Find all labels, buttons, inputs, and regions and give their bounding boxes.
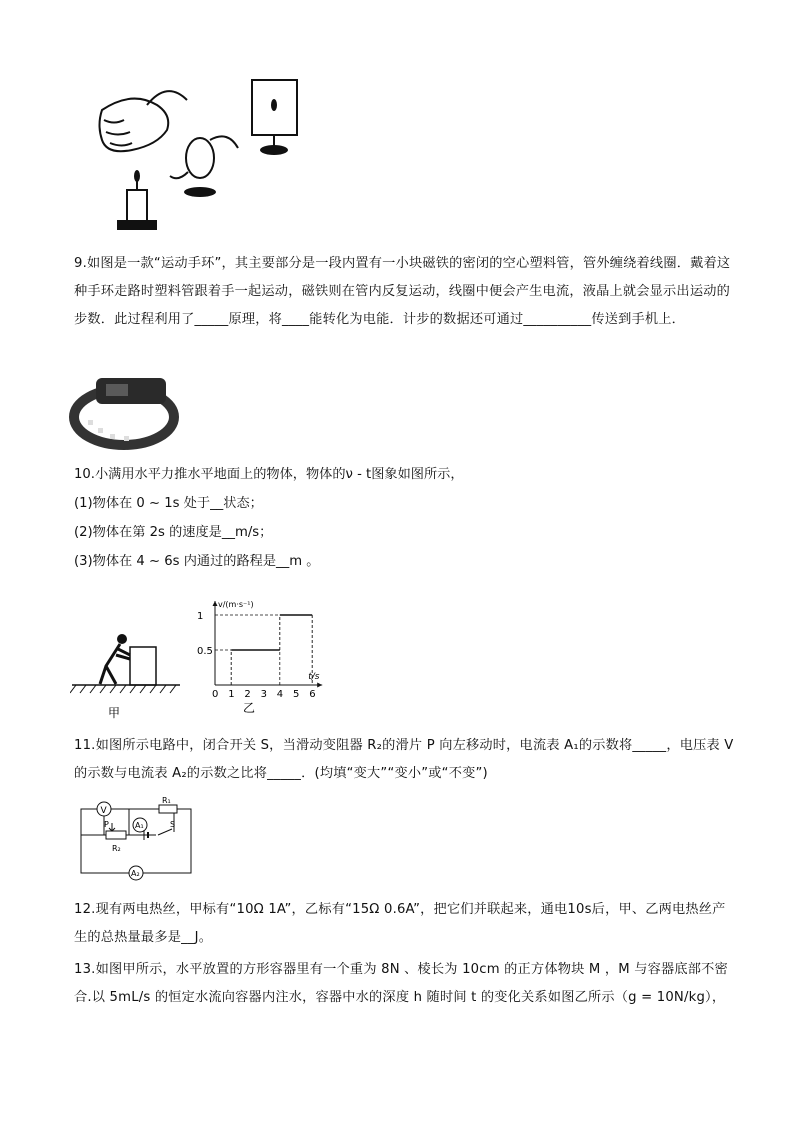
r1-label: R₁ bbox=[162, 796, 171, 805]
v-t-chart bbox=[195, 590, 335, 715]
x-tick-3: 3 bbox=[260, 689, 267, 700]
question-10-part-1: (1)物体在 0 ~ 1s 处于__状态； bbox=[74, 496, 263, 511]
r2-label: R₂ bbox=[112, 844, 121, 853]
y-tick-0.5: 0.5 bbox=[197, 646, 213, 657]
y-axis-label: v/(m·s⁻¹) bbox=[218, 600, 254, 609]
x-tick-2: 2 bbox=[244, 689, 251, 700]
y-tick-1: 1 bbox=[197, 611, 204, 622]
voltmeter-label: V bbox=[100, 806, 107, 816]
switch-label: S bbox=[170, 820, 176, 829]
figure-label-jia: 甲 bbox=[108, 706, 121, 720]
question-10-part-2: (2)物体在第 2s 的速度是__m/s； bbox=[74, 525, 273, 540]
question-13: 13.如图甲所示，水平放置的方形容器里有一个重为 8N 、棱长为 10cm 的正方体物块 M ，M 与容器底部不密合.以 5mL/s 的恒定水流向容器内注水，容器中水的深度 h 随时间 t 的变化关系如图乙所示（g = 10N/kg）， bbox=[74, 962, 728, 1005]
x-tick-0: 0 bbox=[212, 689, 219, 700]
question-9: 9.如图是一款“运动手环”，其主要部分是一段内置有一小块磁铁的密闭的空心塑料管，管外缠绕着线圈．戴着这种手环走路时塑料管跟着手一起运动，磁铁则在管内反复运动，线圈中便会产生电流，液晶上就会显示出运动的步数．此过程利用了_____原理，将____能转化为电能．计步的数据还可通过__________传送到手机上． bbox=[74, 256, 731, 327]
x-tick-6: 6 bbox=[309, 689, 316, 700]
question-10-stem: 10.小满用水平力推水平地面上的物体，物体的ν - t图象如图所示， bbox=[74, 467, 464, 482]
a2-label: A₂ bbox=[131, 869, 140, 878]
question-10-part-3: (3)物体在 4 ~ 6s 内通过的路程是__m 。 bbox=[74, 554, 320, 569]
x-axis-arrow bbox=[317, 683, 322, 688]
a1-label: A₁ bbox=[135, 821, 144, 830]
question-12: 12.现有两电热丝，甲标有“10Ω 1A”，乙标有“15Ω 0.6A”，把它们并联起来，通电10s后，甲、乙两电热丝产生的总热量最多是__J。 bbox=[74, 902, 726, 945]
x-tick-5: 5 bbox=[293, 689, 300, 700]
circuit-diagram bbox=[74, 795, 199, 885]
p-label: P bbox=[104, 820, 109, 829]
x-axis-label: t/s bbox=[308, 672, 320, 682]
fitness-band-image bbox=[68, 372, 180, 454]
lens-experiment-figure bbox=[92, 70, 312, 235]
pushing-box-figure bbox=[70, 625, 185, 720]
figure-label-yi: 乙 bbox=[243, 701, 256, 715]
question-11: 11.如图所示电路中，闭合开关 S，当滑动变阻器 R₂的滑片 P 向左移动时，电流表 A₁的示数将_____，电压表 V 的示数与电流表 A₂的示数之比将_____．(均填“变大”“变小”或“不变”) bbox=[74, 738, 734, 781]
x-tick-1: 1 bbox=[228, 689, 235, 700]
y-axis-arrow bbox=[213, 601, 218, 606]
x-tick-4: 4 bbox=[276, 689, 284, 700]
